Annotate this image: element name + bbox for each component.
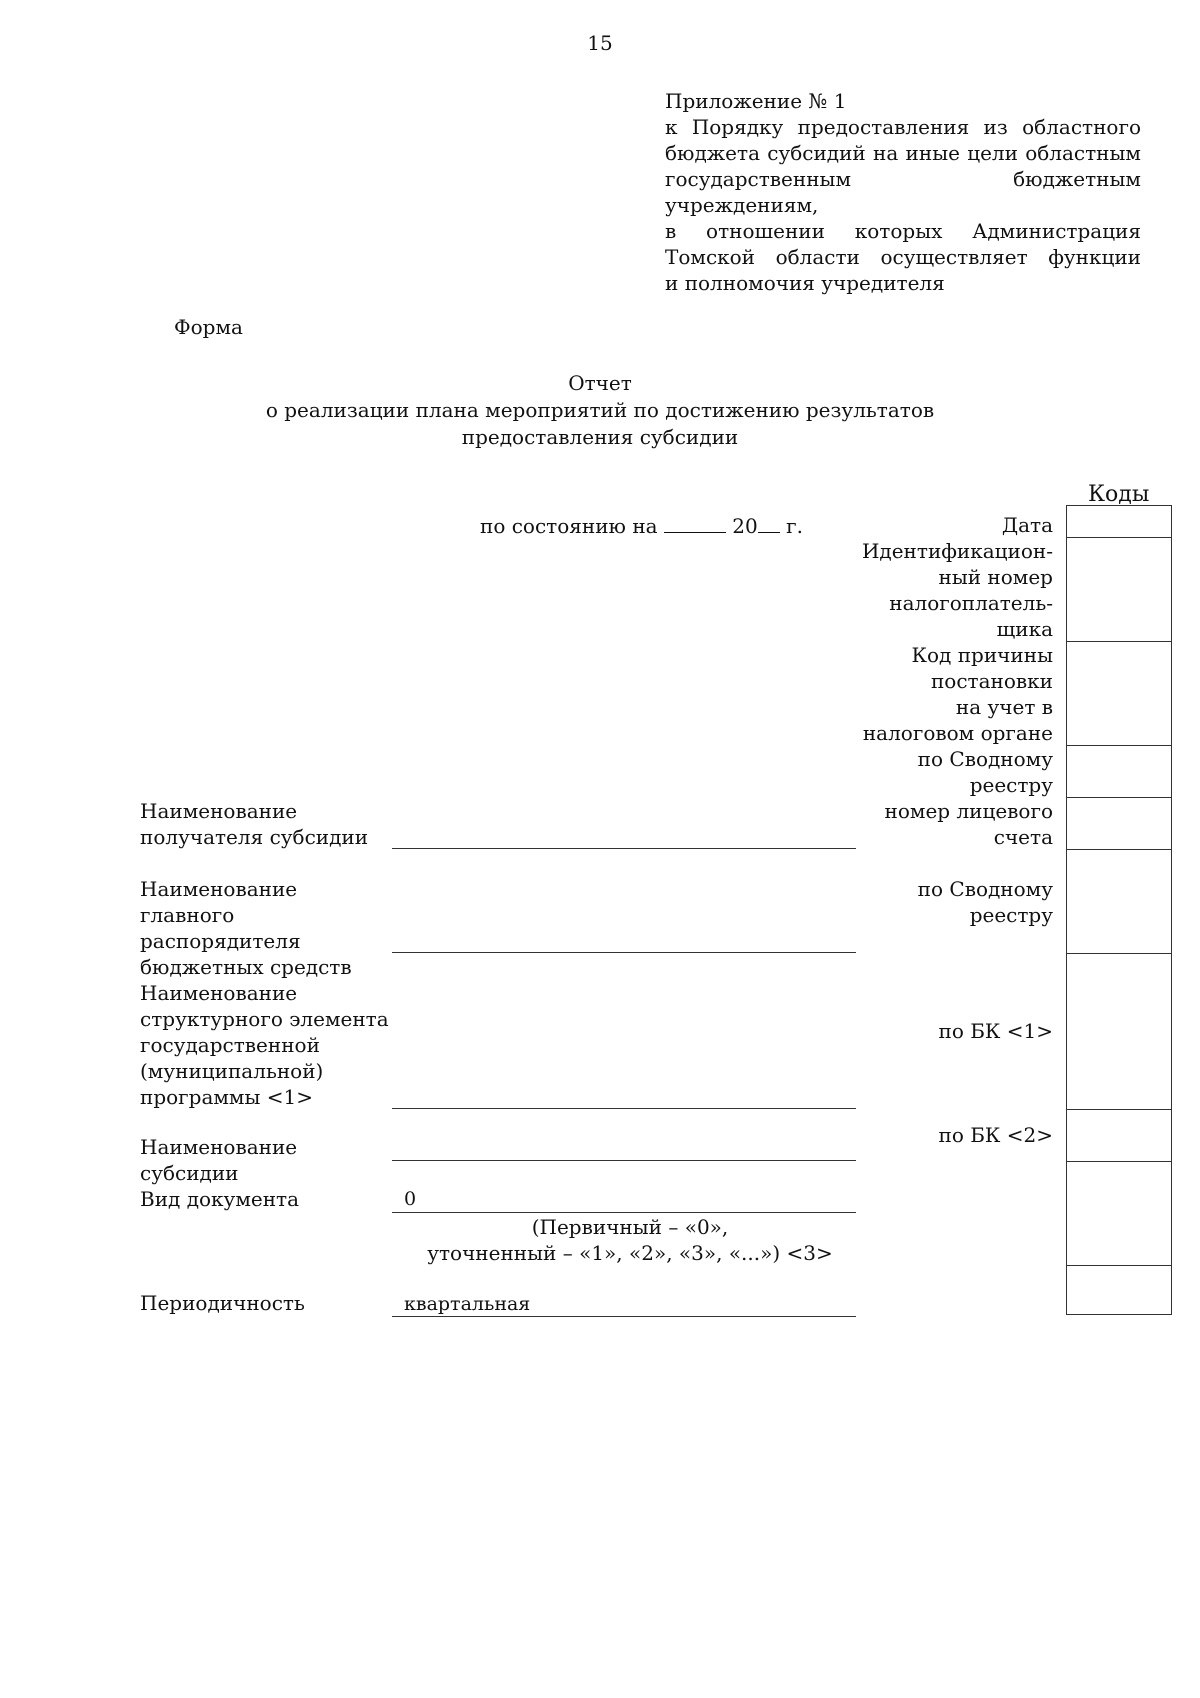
appendix-line: Приложение № 1	[665, 89, 847, 113]
code-label-bk-1: по БК <1>	[938, 1019, 1053, 1043]
as-of-prefix: по состоянию на	[480, 514, 658, 538]
program-field[interactable]	[392, 1108, 856, 1109]
form-label: Форма	[174, 315, 243, 339]
code-cell-periodicity[interactable]	[1067, 1266, 1171, 1314]
field-label-periodicity: Периодичность	[140, 1291, 305, 1315]
doc-type-hint-2: уточненный – «1», «2», «3», «...») <3>	[427, 1241, 833, 1265]
code-label-registry-1	[823, 746, 1053, 798]
doc-type-hint-1: (Первичный – «0»,	[531, 1215, 729, 1239]
field-label-main-manager	[140, 876, 395, 980]
code-label-line: налогоплатель-	[889, 591, 1053, 615]
periodicity-field[interactable]	[392, 1316, 856, 1317]
code-cell-registry-2[interactable]	[1067, 850, 1171, 954]
periodicity-value: квартальная	[404, 1293, 531, 1315]
appendix-line: бюджета субсидий на иные цели областным	[665, 141, 1141, 165]
code-label-line: реестру	[969, 773, 1053, 797]
report-subtitle-2: предоставления субсидии	[461, 425, 739, 449]
field-label-line: Наименование	[140, 981, 298, 1005]
field-label-line: получателя субсидии	[140, 825, 369, 849]
code-label-line: по Сводному	[917, 877, 1053, 901]
code-label-inn	[823, 538, 1053, 642]
field-label-subsidy: Наименование субсидии	[140, 1135, 298, 1185]
appendix-line: в отношении которых Администрация	[665, 219, 1141, 243]
code-cell-bk-2[interactable]	[1067, 1110, 1171, 1162]
code-cell-doc-type[interactable]	[1067, 1162, 1171, 1266]
codes-header: Коды	[1088, 482, 1150, 507]
code-label-line: на учет в	[955, 695, 1053, 719]
as-of-year: 20	[732, 514, 758, 538]
appendix-block	[665, 88, 1141, 296]
codes-box	[1066, 505, 1172, 1315]
code-label-line: налоговом органе	[862, 721, 1053, 745]
code-label-line: постановки	[930, 669, 1053, 693]
field-label-line: бюджетных средств	[140, 955, 352, 979]
code-label-line: щика	[996, 617, 1053, 641]
as-of-day-blank[interactable]	[664, 512, 726, 533]
code-cell-registry-1[interactable]	[1067, 746, 1171, 798]
as-of-date	[480, 512, 803, 539]
code-label-line: по Сводному	[917, 747, 1053, 771]
code-cell-inn[interactable]	[1067, 538, 1171, 642]
recipient-field[interactable]	[392, 848, 856, 849]
subsidy-field[interactable]	[392, 1160, 856, 1161]
field-label-line: (муниципальной)	[140, 1059, 324, 1083]
report-subtitle: о реализации плана мероприятий по достижению результатов	[265, 398, 935, 422]
code-cell-date[interactable]	[1067, 506, 1171, 538]
field-label-line: программы <1>	[140, 1085, 314, 1109]
code-label-registry-2	[823, 876, 1053, 928]
appendix-line: государственным бюджетным учреждениям,	[665, 167, 1141, 217]
code-cell-kpp[interactable]	[1067, 642, 1171, 746]
code-label-kpp	[823, 642, 1053, 746]
appendix-line: Томской области осуществляет функции	[665, 245, 1141, 269]
code-label-bk-2: по БК <2>	[938, 1123, 1053, 1147]
field-label-doc-type: Вид документа	[140, 1187, 300, 1211]
code-label-line: номер лицевого	[884, 799, 1053, 823]
code-cell-bk-1[interactable]	[1067, 954, 1171, 1110]
appendix-line: к Порядку предоставления из областного	[665, 115, 1141, 139]
field-label-line: распорядителя	[140, 929, 301, 953]
field-label-line: Наименование главного	[140, 877, 298, 927]
code-label-line: счета	[993, 825, 1053, 849]
doc-type-field[interactable]	[392, 1212, 856, 1213]
code-label-line: ный номер	[938, 565, 1053, 589]
code-label-date: Дата	[1001, 513, 1053, 537]
report-title: Отчет	[568, 371, 632, 395]
code-label-line: реестру	[969, 903, 1053, 927]
code-label-line: Код причины	[911, 643, 1053, 667]
code-label-account	[823, 798, 1053, 850]
field-label-line: государственной	[140, 1033, 320, 1057]
main-manager-field[interactable]	[392, 952, 856, 953]
field-label-line: структурного элемента	[140, 1007, 389, 1031]
code-label-line: Идентификацион-	[861, 539, 1053, 563]
appendix-line: и полномочия учредителя	[665, 271, 945, 295]
as-of-suffix: г.	[786, 514, 803, 538]
doc-type-value: 0	[404, 1188, 417, 1210]
field-label-recipient	[140, 798, 395, 850]
code-cell-account[interactable]	[1067, 798, 1171, 850]
field-label-line: Наименование	[140, 799, 298, 823]
page-number: 15	[587, 31, 613, 55]
field-label-program	[140, 980, 395, 1110]
as-of-year-blank[interactable]	[758, 512, 780, 533]
